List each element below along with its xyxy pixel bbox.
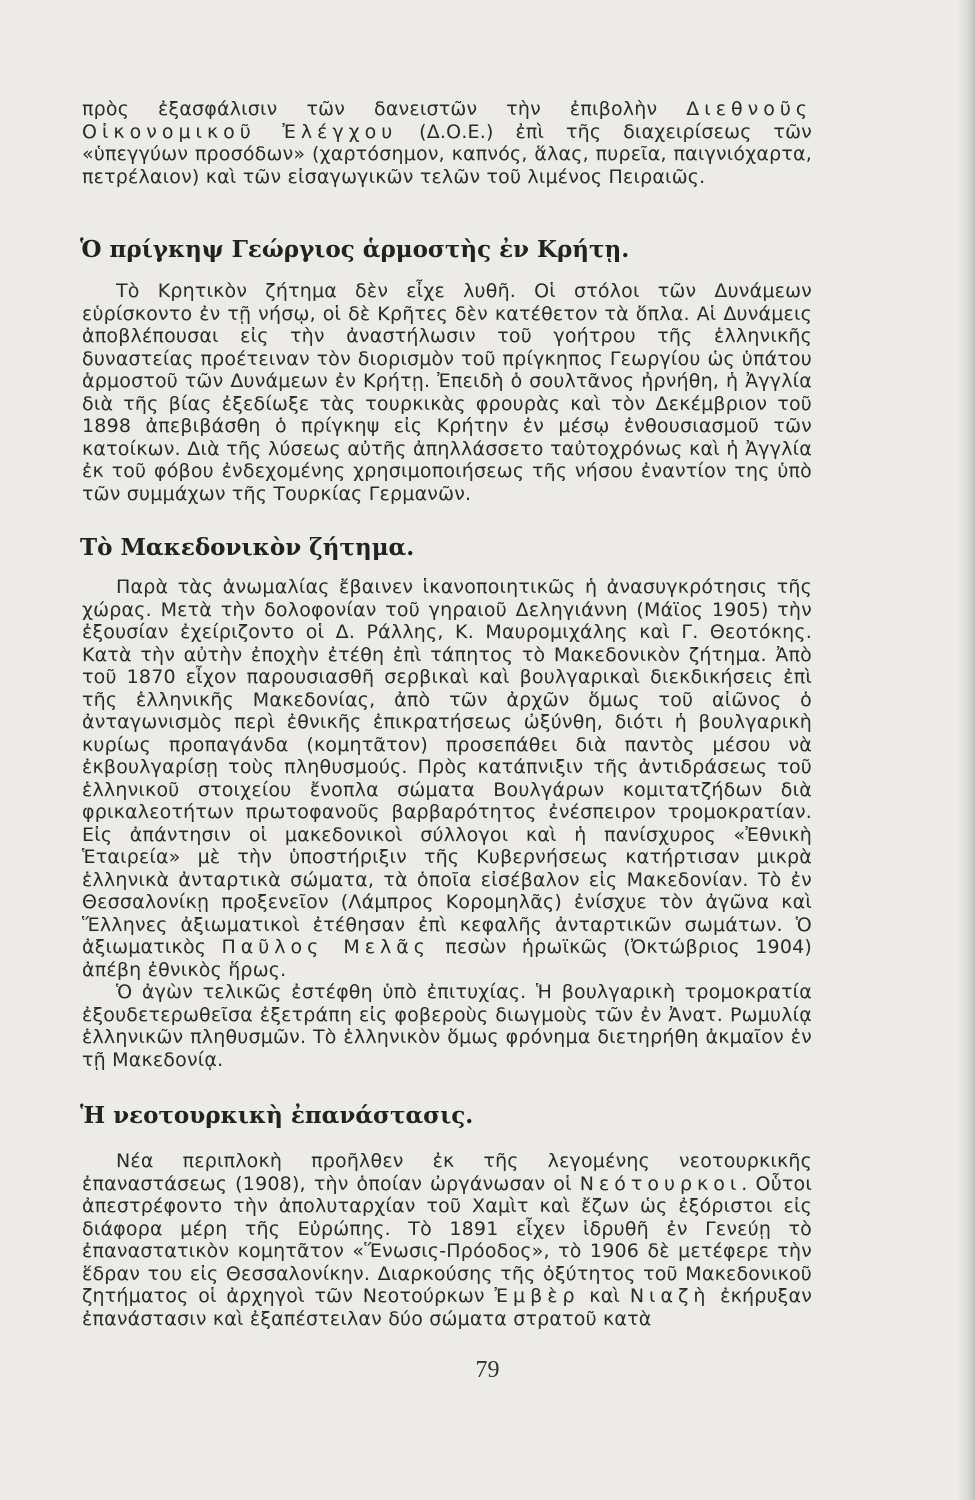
intro-text-a: πρὸς ἐξασφάλισιν τῶν δανειστῶν τὴν ἐπιβολὴν	[82, 98, 687, 120]
yt-text-c: . Οὗτοι ἀπεστρέφοντο τὴν ἀπολυταρχίαν τοῦ Χαμὶτ καὶ ἔζων ὡς ἐξόριστοι εἰς διάφορα μέρη τῆς Εὐρώπης. Τὸ 1891 εἶχεν ἱδρυθῆ ἐν Γενεύῃ τὸ ἐπαναστατικὸν κομητᾶτον «Ἕνωσις-Πρόοδος», τὸ 1906 δὲ μετέφερε τὴν ἕδραν του εἰς Θεσσαλονίκην. Διαρκούσης τῆς ὀξύτητος τοῦ Μακεδονικοῦ ζητήματος οἱ ἀρχηγοὶ τῶν Νεοτούρκων	[82, 1172, 812, 1307]
intro-spaced-term: Διεθνοῦς Οἰκονομικοῦ Ἐλέγχου	[82, 98, 812, 143]
macedonian-text-c: πεσὼν ἡρωϊκῶς (Ὀκτώβριος 1904) ἀπέβη ἐθνικὸς ἥρως.	[82, 936, 813, 981]
young-turks-paragraph	[82, 1150, 812, 1330]
yt-spaced-name-2: Νιαζὴ	[629, 1285, 711, 1307]
crete-text: Τὸ Κρητικὸν ζήτημα δὲν εἶχε λυθῆ. Οἱ στόλοι τῶν Δυνάμεων εὑρίσκοντο ἐν τῇ νήσῳ, οἱ δὲ Κρῆτες δὲν κατέθετον τὰ ὅπλα. Αἱ Δυνάμεις ἀποβλέπουσαι εἰς τὴν ἀναστήλωσιν τοῦ γοήτρου τῆς ἑλληνικῆς δυναστείας προέτειναν τὸν διορισμὸν τοῦ πρίγκηπος Γεωργίου ὡς ὑπάτου ἁρμοστοῦ τῶν Δυνάμεων ἐν Κρήτῃ. Ἐπειδὴ ὁ σουλτᾶνος ἠρνήθη, ἡ Ἀγγλία διὰ τῆς βίας ἐξεδίωξε τὰς τουρκικὰς φρουρὰς καὶ τὸν Δεκέμβριον τοῦ 1898 ἀπεβιβάσθη ὁ πρίγκηψ εἰς Κρήτην ἐν μέσῳ ἐνθουσιασμοῦ τῶν κατοίκων. Διὰ τῆς λύσεως αὐτῆς ἀπηλλάσσετο ταὐτοχρόνως καὶ ἡ Ἀγγλία ἐκ τοῦ φόβου ἐνδεχομένης χρησιμοποιήσεως τῆς νήσου ἐναντίον της ὑπὸ τῶν συμμάχων τῆς Τουρκίας Γερμανῶν.	[82, 280, 812, 505]
crete-paragraph	[82, 280, 812, 505]
yt-spaced-term: Νεότουρκοι	[579, 1172, 742, 1195]
page-number: 79	[475, 1357, 500, 1383]
macedonian-spaced-name: Παῦλος Μελᾶς	[221, 936, 430, 958]
macedonian-paragraph-2: Ὁ ἀγὼν τελικῶς ἐστέφθη ὑπὸ ἐπιτυχίας. Ἡ βουλγαρικὴ τρομοκρατία ἐξουδετερωθεῖσα ἐξετράπη εἰς φοβεροὺς διωγμοὺς τῶν ἐν Ἀνατ. Ρωμυλίᾳ ἑλληνικῶν πληθυσμῶν. Τὸ ἑλληνικὸν ὅμως φρόνημα διετηρήθη ἀκμαῖον ἐν τῇ Μακεδονίᾳ.	[82, 981, 812, 1071]
section-heading-young-turks: Ἡ νεοτουρκικὴ ἐπανάστασις.	[80, 1102, 474, 1129]
page-edge-shadow	[957, 0, 975, 1500]
section-heading-crete: Ὁ πρίγκηψ Γεώργιος ἁρμοστὴς ἐν Κρήτῃ.	[80, 236, 630, 263]
section-heading-macedonian: Τὸ Μακεδονικὸν ζήτημα.	[80, 534, 415, 561]
macedonian-text-a: Παρὰ τὰς ἀνωμαλίας ἔβαινεν ἱκανοποιητικῶς ἡ ἀνασυγκρότησις τῆς χώρας. Μετὰ τὴν δολοφονίαν τοῦ γηραιοῦ Δεληγιάννη (Μάϊος 1905) τὴν ἐξουσίαν ἐχείριζοντο οἱ Δ. Ράλλης, Κ. Μαυρομιχάλης καὶ Γ. Θεοτόκης. Κατὰ τὴν αὐτὴν ἐποχὴν ἐτέθη ἐπὶ τάπητος τὸ Μακεδονικὸν ζήτημα. Ἀπὸ τοῦ 1870 εἶχον παρουσιασθῆ σερβικαὶ καὶ βουλγαρικαὶ διεκδικήσεις ἐπὶ τῆς ἑλληνικῆς Μακεδονίας, ἀπὸ τῶν ἀρχῶν ὅμως τοῦ αἰῶνος ὁ ἀνταγωνισμὸς περὶ ἐθνικῆς ἐπικρατήσεως ὠξύνθη, διότι ἡ βουλγαρικὴ κυρίως προπαγάνδα (κομητᾶτον) προσεπάθει διὰ παντὸς μέσου νὰ ἐκβουλγαρίσῃ τοὺς πληθυσμούς. Πρὸς κατάπνιξιν τῆς ἀντιδράσεως τοῦ ἑλληνικοῦ στοιχείου ἔνοπλα σώματα Βουλγάρων κομιτατζήδων διὰ φρικαλεοτήτων πρωτοφανοῦς βαρβαρότητος ἐνέσπειρον τρομοκρατίαν. Εἰς ἀπάντησιν οἱ μακεδονικοὶ σύλλογοι καὶ ἡ πανίσχυρος «Ἐθνικὴ Ἑταιρεία» μὲ τὴν ὑποστήριξιν τῆς Κυβερνήσεως κατήρτισαν μικρὰ ἑλληνικὰ ἀνταρτικὰ σώματα, τὰ ὁποῖα εἰσέβαλον εἰς Μακεδονίαν. Τὸ ἐν Θεσσαλονίκῃ προξενεῖον (Λάμπρος Κορομηλᾶς) ἐνίσχυε τὸν ἀγῶνα καὶ Ἕλληνες ἀξιωματικοὶ ἐτέθησαν ἐπὶ κεφαλῆς ἀνταρτικῶν σωμάτων. Ὁ ἀξιωματικὸς	[82, 576, 812, 958]
macedonian-paragraph-1	[82, 576, 812, 1071]
intro-paragraph	[82, 98, 812, 188]
yt-spaced-name-1: Ἐμβὲρ	[494, 1285, 580, 1307]
intro-text-c: (Δ.Ο.Ε.) ἐπὶ τῆς διαχειρίσεως τῶν «ὑπεγγύων προσόδων» (χαρτόσημον, καπνός, ἅλας, πυρεῖα, παιγνιόχαρτα, πετρέλαιον) καὶ τῶν εἰσαγωγικῶν τελῶν τοῦ λιμένος Πειραιῶς.	[82, 120, 812, 188]
yt-text-g: ἐκήρυξαν ἐπανάστασιν καὶ ἐξαπέστειλαν δύο σώματα στρατοῦ κατὰ	[82, 1285, 813, 1330]
yt-text-e: καὶ	[579, 1285, 630, 1307]
yt-text-a: Νέα περιπλοκὴ προῆλθεν ἐκ τῆς λεγομένης νεοτουρκικῆς ἐπαναστάσεως (1908), τὴν ὁποίαν ὠργάνωσαν οἱ	[82, 1150, 812, 1195]
